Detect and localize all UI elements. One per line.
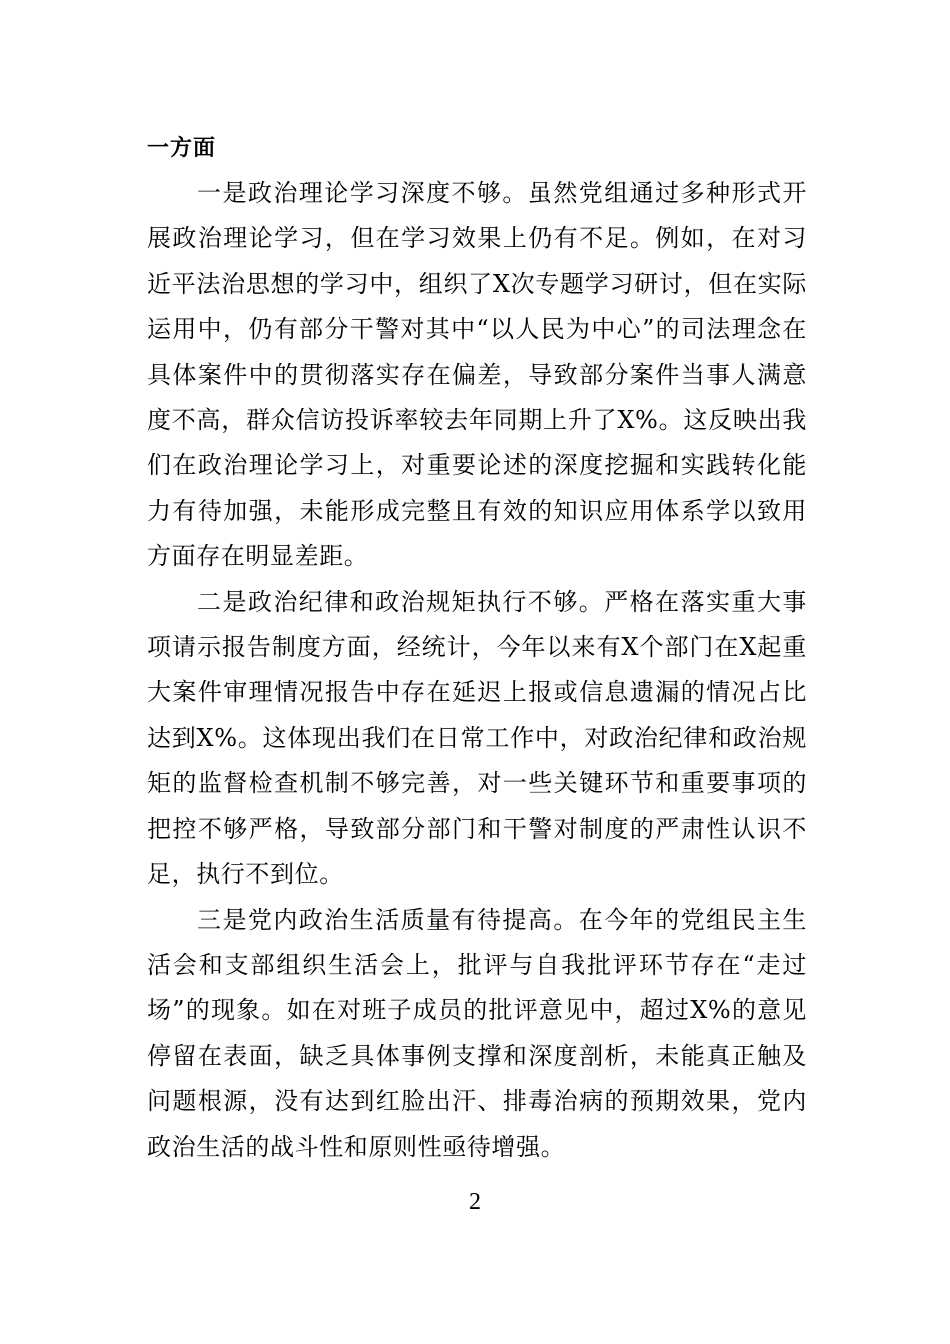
- paragraph-party-political-life: 三是党内政治生活质量有待提高。在今年的党组民主生活会和支部组织生活会上，批评与自我批评环节存在“走过场”的现象。如在对班子成员的批评意见中，超过X%的意见停留在表面，缺乏具体事例支撑和深度剖析，未能真正触及问题根源，没有达到红脸出汗、排毒治病的预期效果，党内政治生活的战斗性和原则性亟待增强。: [147, 905, 807, 1161]
- document-body: [147, 126, 807, 1170]
- section-heading: 一方面: [147, 136, 217, 161]
- paragraph-political-discipline: 二是政治纪律和政治规矩执行不够。严格在落实重大事项请示报告制度方面，经统计，今年以来有X个部门在X起重大案件审理情况报告中存在延迟上报或信息遗漏的情况占比达到X%。这体现出我们在日常工作中，对政治纪律和政治规矩的监督检查机制不够完善，对一些关键环节和重要事项的把控不够严格，导致部分部门和干警对制度的严肃性认识不足，执行不到位。: [147, 587, 807, 889]
- paragraph-political-theory-study: 一是政治理论学习深度不够。虽然党组通过多种形式开展政治理论学习，但在学习效果上仍有不足。例如，在对习近平法治思想的学习中，组织了X次专题学习研讨，但在实际运用中，仍有部分干警对其中“以人民为中心”的司法理念在具体案件中的贯彻落实存在偏差，导致部分案件当事人满意度不高，群众信访投诉率较去年同期上升了X%。这反映出我们在政治理论学习上，对重要论述的深度挖掘和实践转化能力有待加强，未能形成完整且有效的知识应用体系学以致用方面存在明显差距。: [147, 179, 807, 571]
- page-number: 2: [469, 1189, 481, 1215]
